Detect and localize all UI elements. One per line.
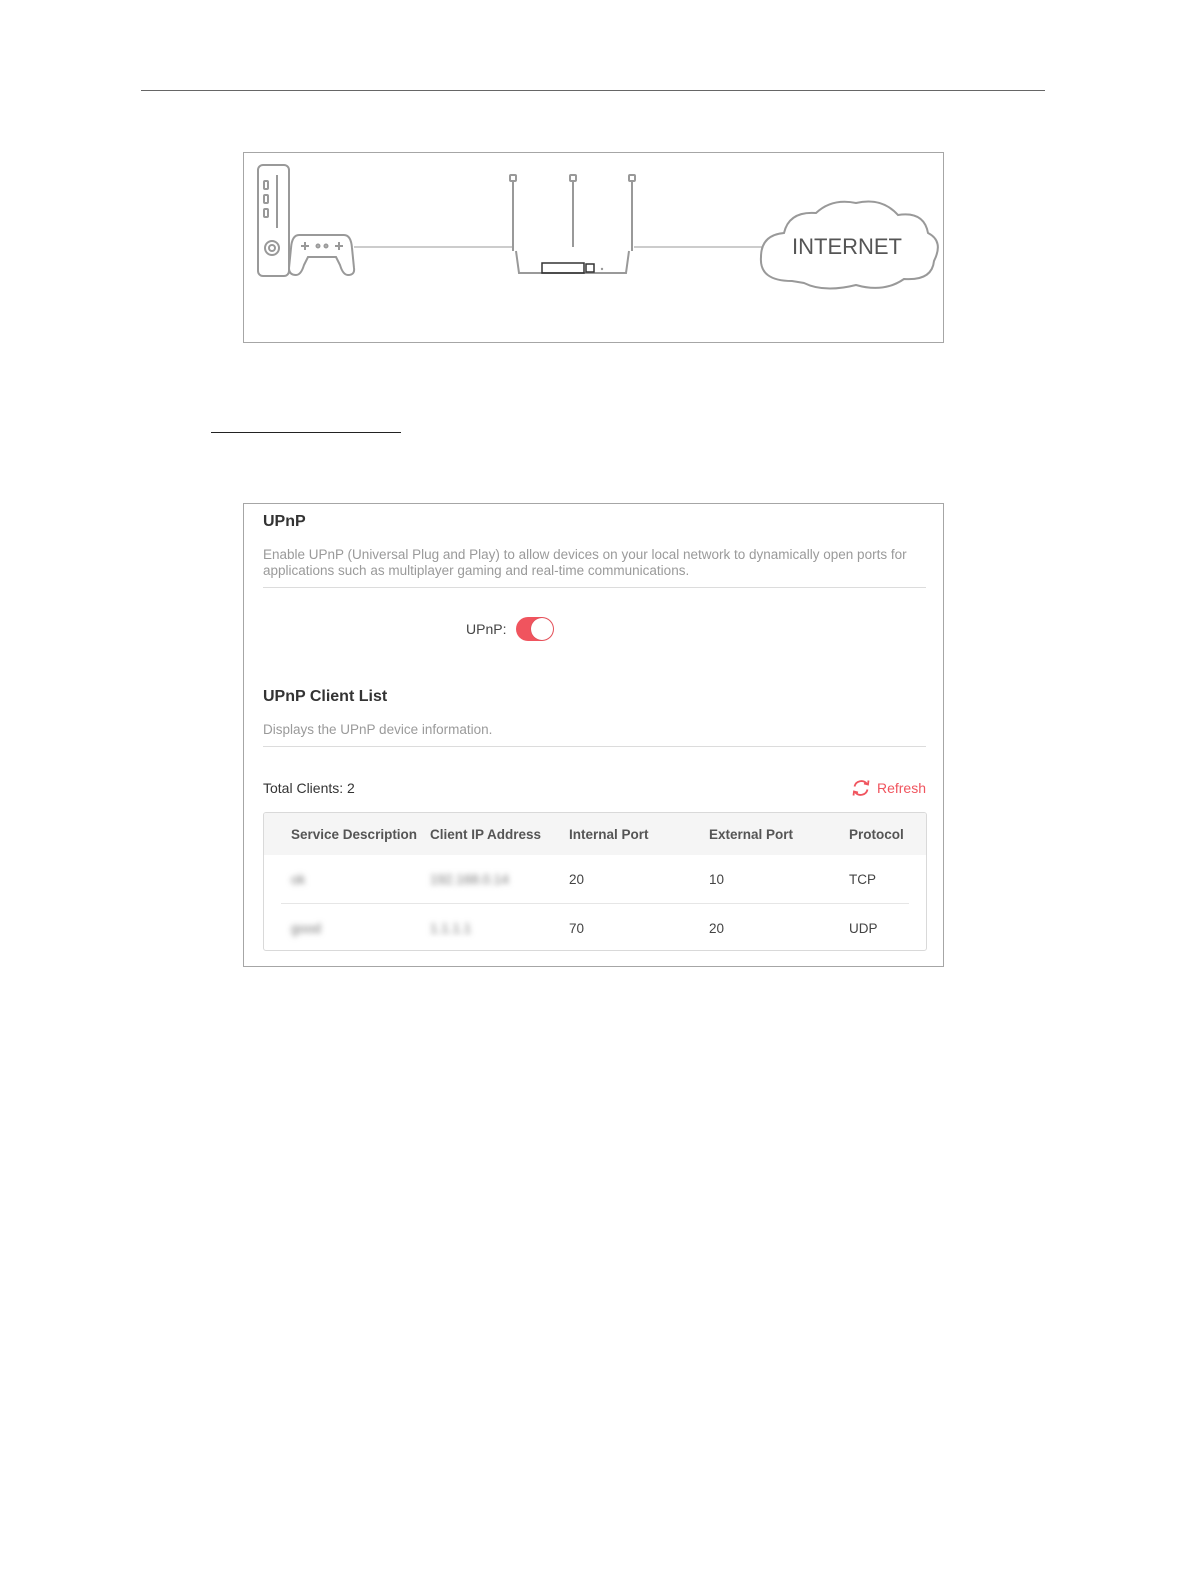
gamepad-icon	[289, 235, 354, 275]
cell-external-port: 20	[709, 921, 725, 936]
section-link-underline	[211, 432, 401, 433]
internet-label: INTERNET	[792, 234, 902, 259]
network-diagram	[243, 152, 944, 343]
table-header	[264, 813, 926, 855]
upnp-description: Enable UPnP (Universal Plug and Play) to allow devices on your local network to dynamically open ports for applications such as multiplayer gaming and real-time communications.	[263, 547, 907, 578]
cell-service: good	[291, 921, 322, 936]
cell-protocol: UDP	[849, 921, 878, 936]
cell-service: ok	[291, 872, 306, 887]
table-row	[281, 903, 909, 951]
col-internal-port: Internal Port	[569, 827, 649, 842]
upnp-toggle-label: UPnP:	[466, 621, 507, 637]
table-row	[264, 855, 926, 903]
col-client-ip: Client IP Address	[430, 827, 542, 842]
col-service-description: Service Description	[291, 827, 418, 842]
cell-protocol: TCP	[849, 872, 876, 887]
client-list-title: UPnP Client List	[263, 688, 388, 705]
cell-internal-port: 70	[569, 921, 585, 936]
upnp-toggle-switch[interactable]	[516, 617, 554, 641]
network-diagram-svg	[244, 153, 945, 344]
refresh-label: Refresh	[876, 780, 926, 796]
col-external-port: External Port	[709, 827, 794, 842]
cell-ip: 192.168.0.14	[430, 872, 509, 887]
header-rule	[141, 90, 1045, 91]
client-list-description: Displays the UPnP device information.	[263, 722, 493, 737]
upnp-toggle-row	[466, 617, 554, 641]
refresh-button[interactable]	[851, 778, 926, 798]
cell-external-port: 10	[709, 872, 725, 887]
cell-ip: 1.1.1.1	[430, 921, 472, 936]
router-icon	[510, 175, 635, 273]
col-protocol: Protocol	[849, 827, 904, 842]
refresh-icon	[851, 778, 871, 798]
client-table	[263, 812, 927, 951]
total-clients: Total Clients: 2	[263, 780, 355, 796]
upnp-title: UPnP	[263, 513, 306, 530]
upnp-settings-panel	[243, 503, 944, 967]
upnp-divider	[263, 587, 926, 588]
cell-internal-port: 20	[569, 872, 585, 887]
toggle-knob	[531, 618, 553, 640]
client-list-divider	[263, 746, 926, 747]
game-console-icon	[258, 165, 289, 276]
